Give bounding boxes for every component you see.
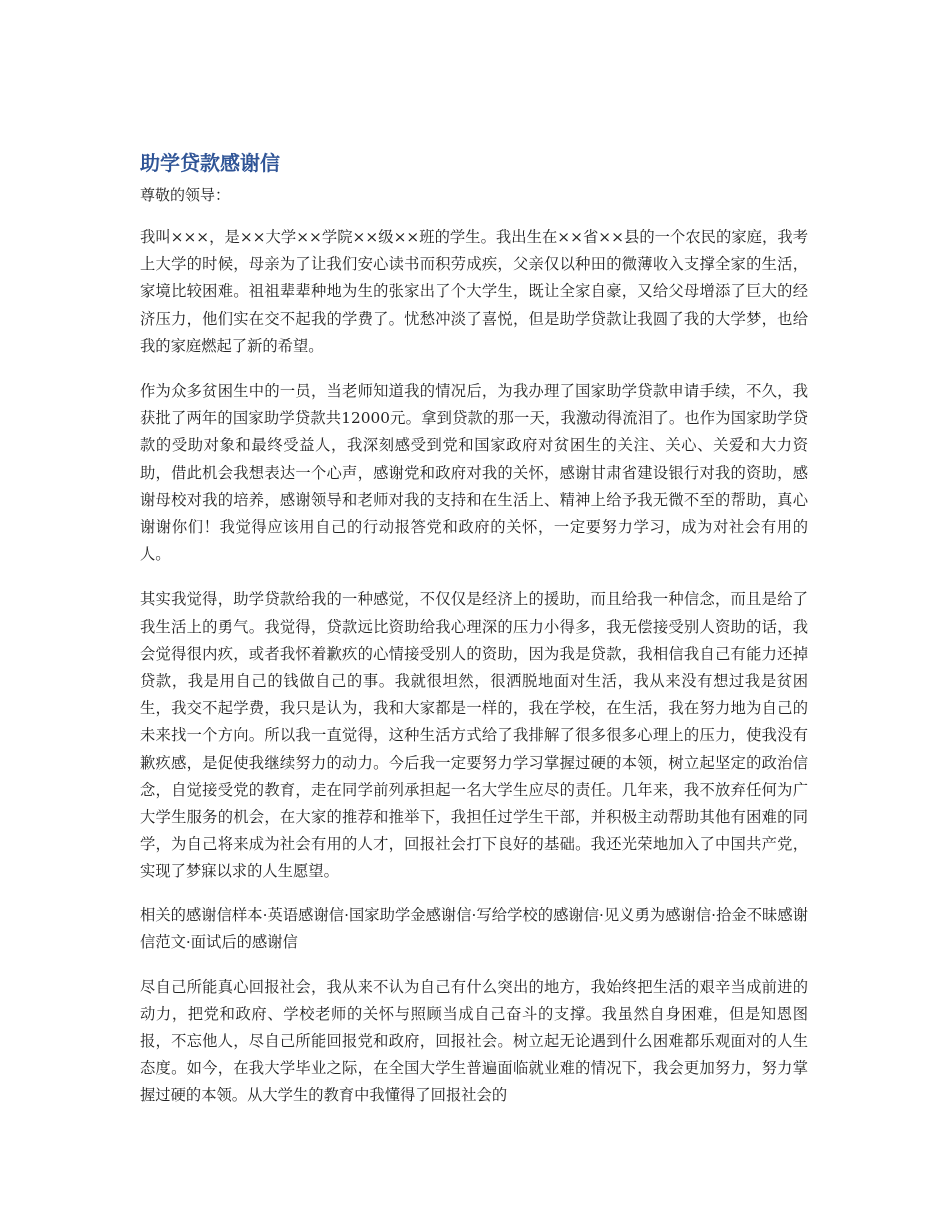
document-page bbox=[140, 148, 808, 1110]
document-title: 助学贷款感谢信 bbox=[140, 151, 280, 175]
paragraph-2: 作为众多贫困生中的一员，当老师知道我的情况后，为我办理了国家助学贷款申请手续，不久，我获批了两年的国家助学贷款共12000元。拿到贷款的那一天，我激动得流泪了。也作为国家助学贷款的受助对象和最终受益人，我深刻感受到党和国家政府对贫困生的关注、关心、关爱和大力资助，借此机会我想表达一个心声，感谢党和政府对我的关怀，感谢甘肃省建设银行对我的资助，感谢母校对我的培养，感谢领导和老师对我的支持和在生活上、精神上给予我无微不至的帮助，真心谢谢你们！我觉得应该用自己的行动报答党和政府的关怀，一定要努力学习，成为对社会有用的人。 bbox=[140, 382, 808, 564]
paragraph-3: 其实我觉得，助学贷款给我的一种感觉，不仅仅是经济上的援助，而且给我一种信念，而且是给了我生活上的勇气。我觉得，贷款远比资助给我心理深的压力小得多，我无偿接受别人资助的话，我会觉得很内疚，或者我怀着歉疚的心情接受别人的资助，因为我是贷款，我相信我自己有能力还掉贷款，我是用自己的钱做自己的事。我就很坦然，很洒脱地面对生活，我从来没有想过我是贫困生，我交不起学费，我只是认为，我和大家都是一样的，我在学校，在生活，我在努力地为自己的未来找一个方向。所以我一直觉得，这种生活方式给了我排解了很多很多心理上的压力，使我没有歉疚感，是促使我继续努力的动力。今后我一定要努力学习掌握过硬的本领，树立起坚定的政治信念，自觉接受党的教育，走在同学前列承担起一名大学生应尽的责任。几年来，我不放弃任何为广大学生服务的机会，在大家的推荐和推举下，我担任过学生干部，并积极主动帮助其他有困难的同学，为自己将来成为社会有用的人才，回报社会打下良好的基础。我还光荣地加入了中国共产党，实现了梦寐以求的人生愿望。 bbox=[140, 590, 808, 881]
salutation: 尊敬的领导： bbox=[140, 186, 231, 204]
paragraph-4: 尽自己所能真心回报社会，我从来不认为自己有什么突出的地方，我始终把生活的艰辛当成前进的动力，把党和政府、学校老师的关怀与照顾当成自己奋斗的支撑。我虽然自身困难，但是知恩图报，不忘他人，尽自己所能回报党和政府，回报社会。树立起无论遇到什么困难都乐观面对的人生态度。如今，在我大学毕业之际，在全国大学生普遍面临就业难的情况下，我会更加努力，努力掌握过硬的本领。从大学生的教育中我懂得了回报社会的 bbox=[140, 977, 808, 1105]
paragraph-1: 我叫×××，是××大学××学院××级××班的学生。我出生在××省××县的一个农民的家庭，我考上大学的时候，母亲为了让我们安心读书而积劳成疾，父亲仅以种田的微薄收入支撑全家的生活，家境比较困难。祖祖辈辈种地为生的张家出了个大学生，既让全家自豪，又给父母增添了巨大的经济压力，他们实在交不起我的学费了。忧愁冲淡了喜悦，但是助学贷款让我圆了我的大学梦，也给我的家庭燃起了新的希望。 bbox=[140, 228, 808, 355]
related-letters-line: 相关的感谢信样本·英语感谢信·国家助学金感谢信·写给学校的感谢信·见义勇为感谢信·拾金不昧感谢信范文·面试后的感谢信 bbox=[140, 905, 808, 951]
